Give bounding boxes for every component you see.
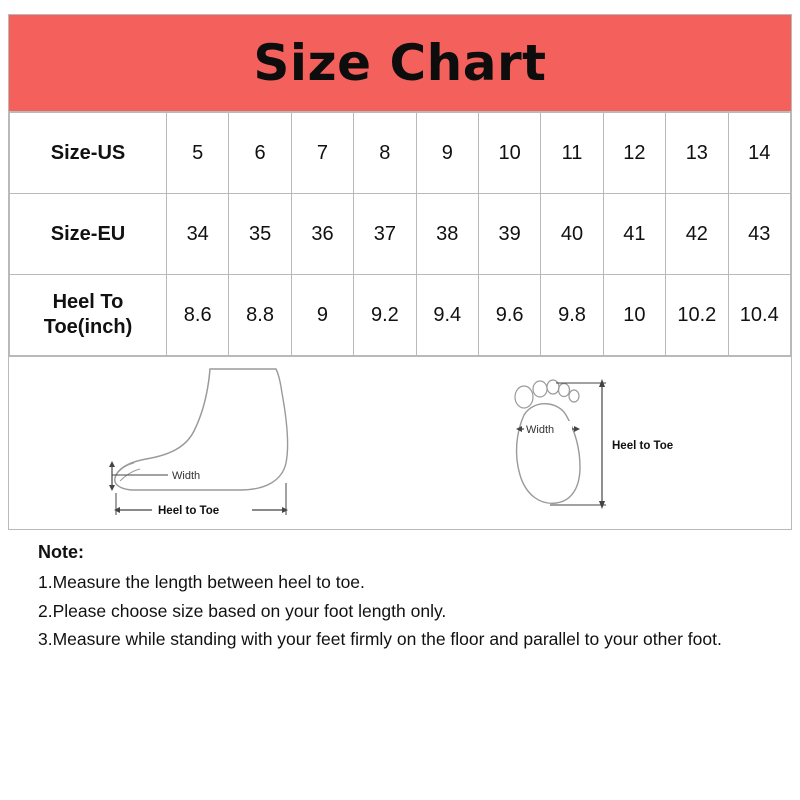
foot-top-view-diagram bbox=[490, 363, 710, 523]
cell-htt-3: 9.2 bbox=[354, 275, 416, 356]
cell-eu-2: 36 bbox=[291, 194, 353, 275]
cell-us-9: 14 bbox=[728, 113, 790, 194]
side-length-label: Heel to Toe bbox=[158, 505, 220, 517]
cell-us-2: 7 bbox=[291, 113, 353, 194]
cell-us-8: 13 bbox=[666, 113, 728, 194]
note-line-3: 3.Measure while standing with your feet firmly on the floor and parallel to your other foot. bbox=[38, 628, 722, 649]
cell-eu-8: 42 bbox=[666, 194, 728, 275]
toe-detail bbox=[116, 463, 134, 475]
cell-us-5: 10 bbox=[478, 113, 540, 194]
cell-htt-1: 8.8 bbox=[229, 275, 291, 356]
width-arrow-top bbox=[109, 461, 115, 467]
foot-side-view-diagram bbox=[90, 363, 430, 523]
top-width-label: Width bbox=[526, 424, 555, 436]
note-section bbox=[38, 538, 768, 653]
cell-us-7: 12 bbox=[603, 113, 665, 194]
cell-eu-9: 43 bbox=[728, 194, 790, 275]
note-title-text: Note bbox=[38, 542, 78, 562]
row-label-size-eu: Size-EU bbox=[10, 194, 167, 275]
cell-eu-6: 40 bbox=[541, 194, 603, 275]
size-table bbox=[9, 112, 791, 356]
length-arrow-right bbox=[282, 507, 288, 513]
footprint-outline bbox=[517, 404, 580, 504]
cell-htt-7: 10 bbox=[603, 275, 665, 356]
cell-us-0: 5 bbox=[167, 113, 229, 194]
top-length-label: Heel to Toe bbox=[612, 440, 674, 452]
cell-eu-7: 41 bbox=[603, 194, 665, 275]
big-toe bbox=[515, 386, 533, 408]
measurement-diagram bbox=[9, 356, 791, 529]
cell-eu-5: 39 bbox=[478, 194, 540, 275]
cell-htt-6: 9.8 bbox=[541, 275, 603, 356]
cell-htt-9: 10.4 bbox=[728, 275, 790, 356]
cell-us-3: 8 bbox=[354, 113, 416, 194]
size-chart-card bbox=[8, 14, 792, 530]
cell-htt-8: 10.2 bbox=[666, 275, 728, 356]
note-title bbox=[38, 538, 768, 567]
note-line-1: 1.Measure the length between heel to toe. bbox=[38, 572, 365, 593]
length-arrow-left bbox=[114, 507, 120, 513]
width-arrow-bottom bbox=[109, 485, 115, 491]
cell-htt-2: 9 bbox=[291, 275, 353, 356]
cell-eu-3: 37 bbox=[354, 194, 416, 275]
row-label-heel-to-toe bbox=[10, 275, 167, 356]
chart-header bbox=[9, 15, 791, 112]
side-width-label: Width bbox=[172, 470, 201, 482]
cell-htt-4: 9.4 bbox=[416, 275, 478, 356]
row-label-line1: Heel To bbox=[52, 291, 124, 313]
toe-4 bbox=[559, 384, 570, 397]
row-label-size-us: Size-US bbox=[10, 113, 167, 194]
table-row bbox=[10, 113, 791, 194]
cell-us-6: 11 bbox=[541, 113, 603, 194]
cell-us-4: 9 bbox=[416, 113, 478, 194]
toe-2 bbox=[533, 381, 547, 397]
page-title: Size Chart bbox=[253, 34, 547, 92]
foot-side-outline bbox=[115, 369, 288, 490]
cell-htt-0: 8.6 bbox=[167, 275, 229, 356]
toe-3 bbox=[547, 380, 559, 394]
table-row bbox=[10, 194, 791, 275]
cell-eu-4: 38 bbox=[416, 194, 478, 275]
note-title-colon: : bbox=[78, 542, 84, 562]
top-width-arrow-right bbox=[574, 426, 580, 432]
table-row bbox=[10, 275, 791, 356]
cell-eu-0: 34 bbox=[167, 194, 229, 275]
cell-us-1: 6 bbox=[229, 113, 291, 194]
toe-5 bbox=[569, 390, 579, 402]
cell-eu-1: 35 bbox=[229, 194, 291, 275]
row-label-line2: Toe(inch) bbox=[43, 316, 133, 338]
cell-htt-5: 9.6 bbox=[478, 275, 540, 356]
note-line-2: 2.Please choose size based on your foot length only. bbox=[38, 600, 447, 621]
